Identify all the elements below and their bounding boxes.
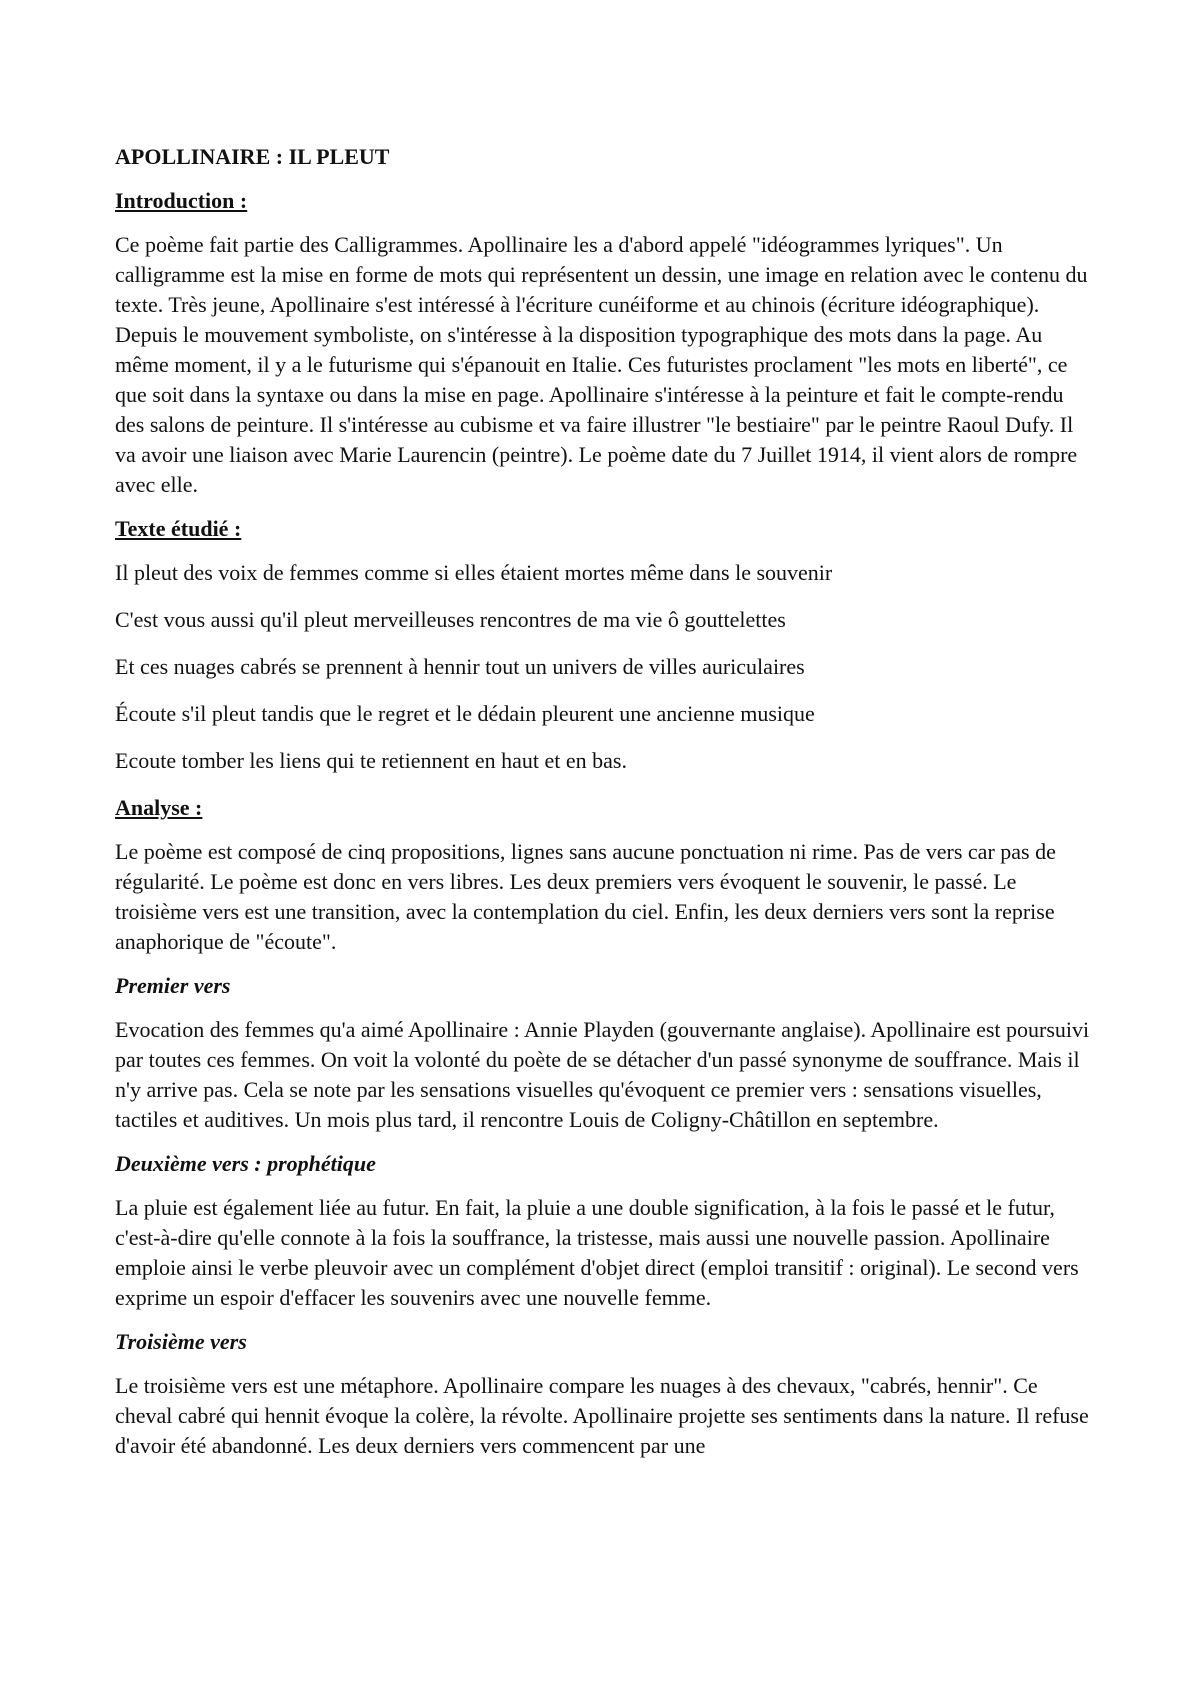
verse-line: Ecoute tomber les liens qui te retiennent en haut et en bas.	[115, 748, 627, 773]
deuxieme-vers-paragraph: La pluie est également liée au futur. En fait, la pluie a une double signification, à la fois le passé et le futur, c'est-à-dire qu'elle connote à la fois la souffrance, la tristesse, mais aussi une nouvelle passion. Apollinaire emploie ainsi le verbe pleuvoir avec un complément d'objet direct (emploi transitif : original). Le second vers exprime un espoir d'effacer les souvenirs avec une nouvelle femme.	[115, 1195, 1079, 1310]
troisieme-vers-paragraph: Le troisième vers est une métaphore. Apollinaire compare les nuages à des chevaux, "cabrés, hennir". Ce cheval cabré qui hennit évoque la colère, la révolte. Apollinaire projette ses sentiments dans la nature. Il refuse d'avoir été abandonné. Les deux derniers vers commencent par une	[115, 1373, 1089, 1458]
document-body	[115, 142, 1095, 1475]
introduction-heading: Introduction :	[115, 188, 248, 213]
introduction-paragraph: Ce poème fait partie des Calligrammes. Apollinaire les a d'abord appelé "idéogrammes lyriques". Un calligramme est la mise en forme de mots qui représentent un dessin, une image en relation avec le contenu du texte. Très jeune, Apollinaire s'est intéressé à l'écriture cunéiforme et au chinois (écriture idéographique). Depuis le mouvement symboliste, on s'intéresse à la disposition typographique des mots dans la page. Au même moment, il y a le futurisme qui s'épanouit en Italie. Ces futuristes proclament "les mots en liberté", ce que soit dans la syntaxe ou dans la mise en page. Apollinaire s'intéresse à la peinture et fait le compte-rendu des salons de peinture. Il s'intéresse au cubisme et va faire illustrer "le bestiaire" par le peintre Raoul Dufy. Il va avoir une liaison avec Marie Laurencin (peintre). Le poème date du 7 Juillet 1914, il vient alors de rompre avec elle.	[115, 232, 1088, 497]
analyse-paragraph: Le poème est composé de cinq propositions, lignes sans aucune ponctuation ni rime. Pas de vers car pas de régularité. Le poème est donc en vers libres. Les deux premiers vers évoquent le souvenir, le passé. Le troisième vers est une transition, avec la contemplation du ciel. Enfin, les deux derniers vers sont la reprise anaphorique de "écoute".	[115, 839, 1056, 954]
verse-line: Et ces nuages cabrés se prennent à hennir tout un univers de villes auriculaires	[115, 654, 805, 679]
document-title: APOLLINAIRE : IL PLEUT	[115, 144, 390, 169]
verse-line: C'est vous aussi qu'il pleut merveilleuses rencontres de ma vie ô gouttelettes	[115, 607, 786, 632]
deuxieme-vers-heading: Deuxième vers : prophétique	[115, 1151, 376, 1176]
premier-vers-heading: Premier vers	[115, 973, 231, 998]
premier-vers-paragraph: Evocation des femmes qu'a aimé Apollinaire : Annie Playden (gouvernante anglaise). Apollinaire est poursuivi par toutes ces femmes. On voit la volonté du poète de se détacher d'un passé synonyme de souffrance. Mais il n'y arrive pas. Cela se note par les sensations visuelles qu'évoquent ce premier vers : sensations visuelles, tactiles et auditives. Un mois plus tard, il rencontre Louis de Coligny-Châtillon en septembre.	[115, 1017, 1090, 1132]
verse-line: Il pleut des voix de femmes comme si elles étaient mortes même dans le souvenir	[115, 560, 833, 585]
analyse-heading: Analyse :	[115, 795, 203, 820]
verse-line: Écoute s'il pleut tandis que le regret et le dédain pleurent une ancienne musique	[115, 701, 815, 726]
texte-etudie-heading: Texte étudié :	[115, 516, 242, 541]
troisieme-vers-heading: Troisième vers	[115, 1329, 247, 1354]
